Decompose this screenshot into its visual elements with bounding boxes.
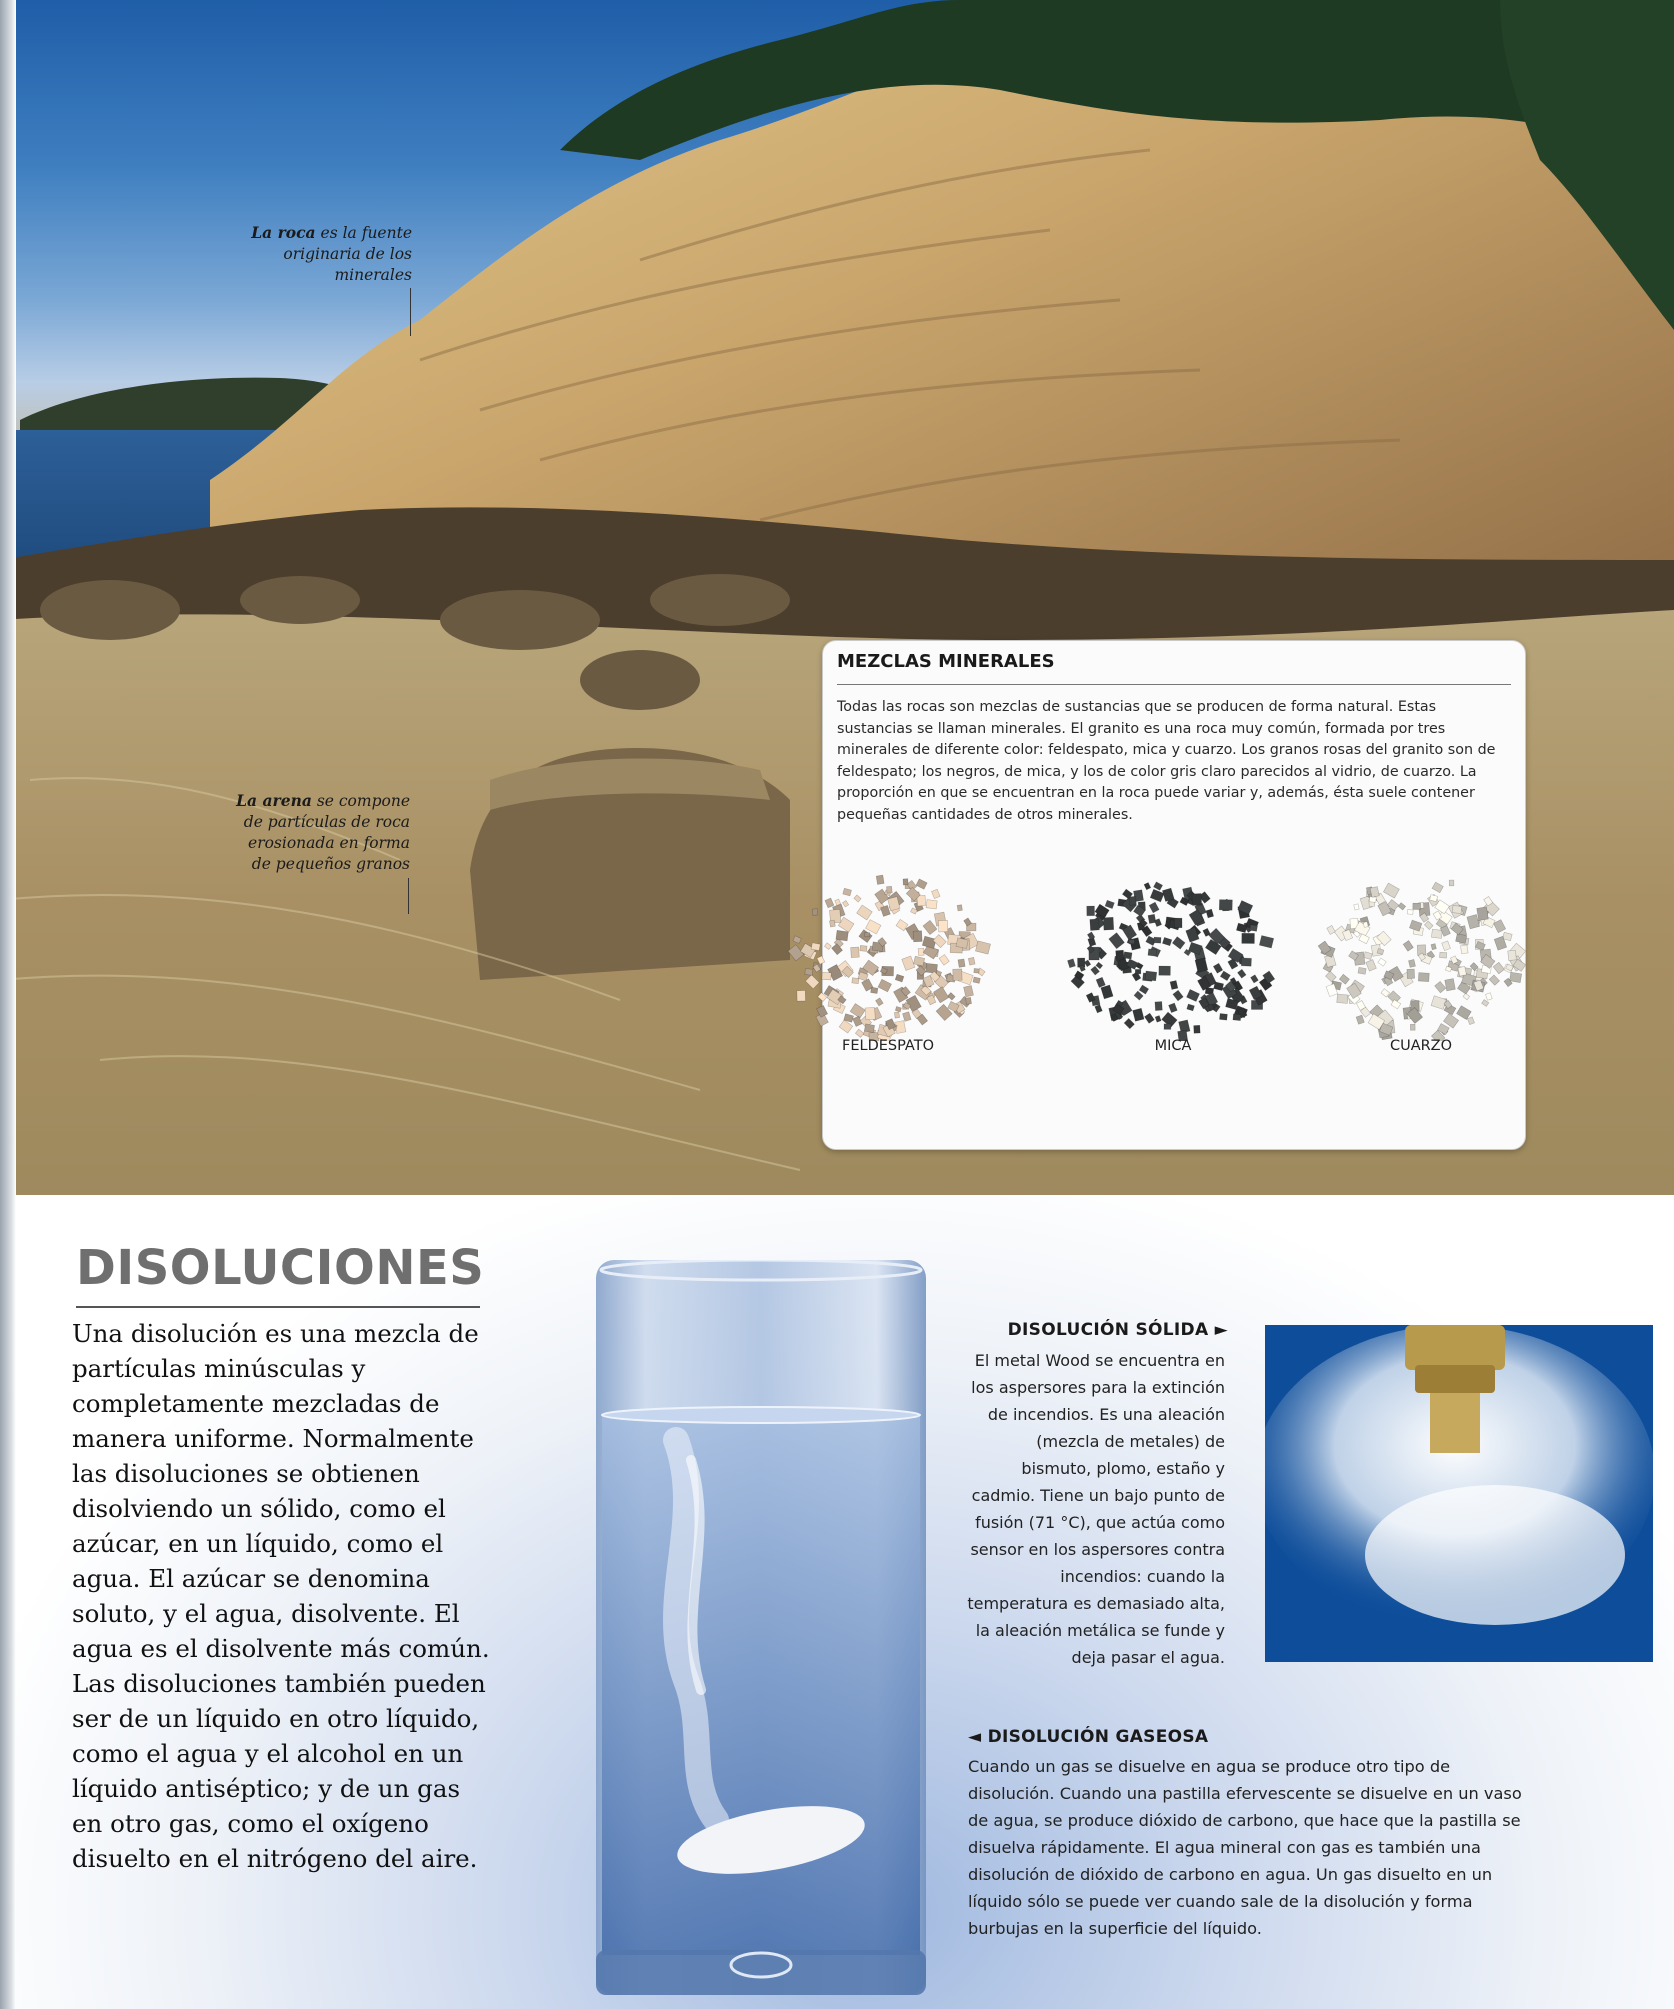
- sprinkler-photo: [1265, 1325, 1653, 1662]
- gaseosa-heading: ◄ DISOLUCIÓN GASEOSA: [968, 1727, 1209, 1747]
- feldespato-label: FELDESPATO: [842, 1038, 934, 1054]
- cuarzo-label: CUARZO: [1389, 1038, 1453, 1054]
- feldespato-grains-image: [778, 866, 998, 1041]
- arena-caption: La arena se compone de partículas de roca erosionada en forma de pequeños granos: [236, 791, 410, 873]
- mezclas-minerales-box: [822, 640, 1526, 1150]
- effervescent-glass-image: [596, 1260, 926, 1995]
- solida-heading: DISOLUCIÓN SÓLIDA ►: [1007, 1320, 1228, 1340]
- mezclas-title: MEZCLAS MINERALES: [837, 651, 1511, 685]
- page-gutter-shadow: [0, 0, 16, 2009]
- arena-pointer-line: [408, 878, 409, 914]
- sprinkler-illustration: [1265, 1325, 1653, 1662]
- cuarzo-sample: [1311, 866, 1531, 1076]
- mica-sample: [1063, 866, 1283, 1076]
- mica-grains-image: [1063, 866, 1283, 1041]
- disoluciones-heading: DISOLUCIONES: [76, 1240, 485, 1296]
- roca-caption: La roca es la fuente originaria de los minerales: [251, 223, 412, 284]
- disoluciones-body: Una disolución es una mezcla de partículas minúsculas y completamente mezcladas de manera uniforme. Normalmente las disoluciones se obtienen disolviendo un sólido, como el azúcar, en un líquido, como el agua. El azúcar se denomina soluto, y el agua, disolvente. El agua es el disolvente más común. Las disoluciones también pueden ser de un líquido en otro líquido, como el agua y el alcohol en un líquido antiséptico; y de un gas en otro gas, como el oxígeno disuelto en el nitrógeno del aire.: [72, 1319, 490, 1873]
- cuarzo-grains-image: [1311, 866, 1531, 1041]
- mica-label: MICA: [1154, 1038, 1192, 1054]
- solida-text: El metal Wood se encuentra en los aspersores para la extinción de incendios. Es una aleación (mezcla de metales) de bismuto, plomo, estaño y cadmio. Tiene un bajo punto de fusión (71 °C), que actúa como sensor en los aspersores contra incendios: cuando la temperatura es demasiado alta, la aleación metálica se funde y deja pasar el agua.: [967, 1351, 1225, 1667]
- mezclas-text: Todas las rocas son mezclas de sustancias que se producen de forma natural. Estas sustancias se llaman minerales. El granito es una roca muy común, formada por tres minerales de diferente color: feldespato, mica y cuarzo. Los granos rosas del granito son de feldespato; los negros, de mica, y los de color gris claro parecidos al vidrio, de cuarzo. La proporción en que se encuentran en la roca puede variar y, además, ésta suele contener pequeñas cantidades de otros minerales.: [837, 699, 1496, 823]
- roca-pointer-line: [410, 288, 411, 336]
- gaseosa-text: Cuando un gas se disuelve en agua se produce otro tipo de disolución. Cuando una pastilla efervescente se disuelve en un vaso de agua, se produce dióxido de carbono, que hace que la pastilla se disuelva rápidamente. El agua mineral con gas es también una disolución de dióxido de carbono en agua. Un gas disuelto en un líquido sólo se puede ver cuando sale de la disolución y forma burbujas en la superficie del líquido.: [968, 1757, 1522, 1938]
- feldespato-sample: [778, 866, 998, 1076]
- heading-rule: [76, 1306, 480, 1308]
